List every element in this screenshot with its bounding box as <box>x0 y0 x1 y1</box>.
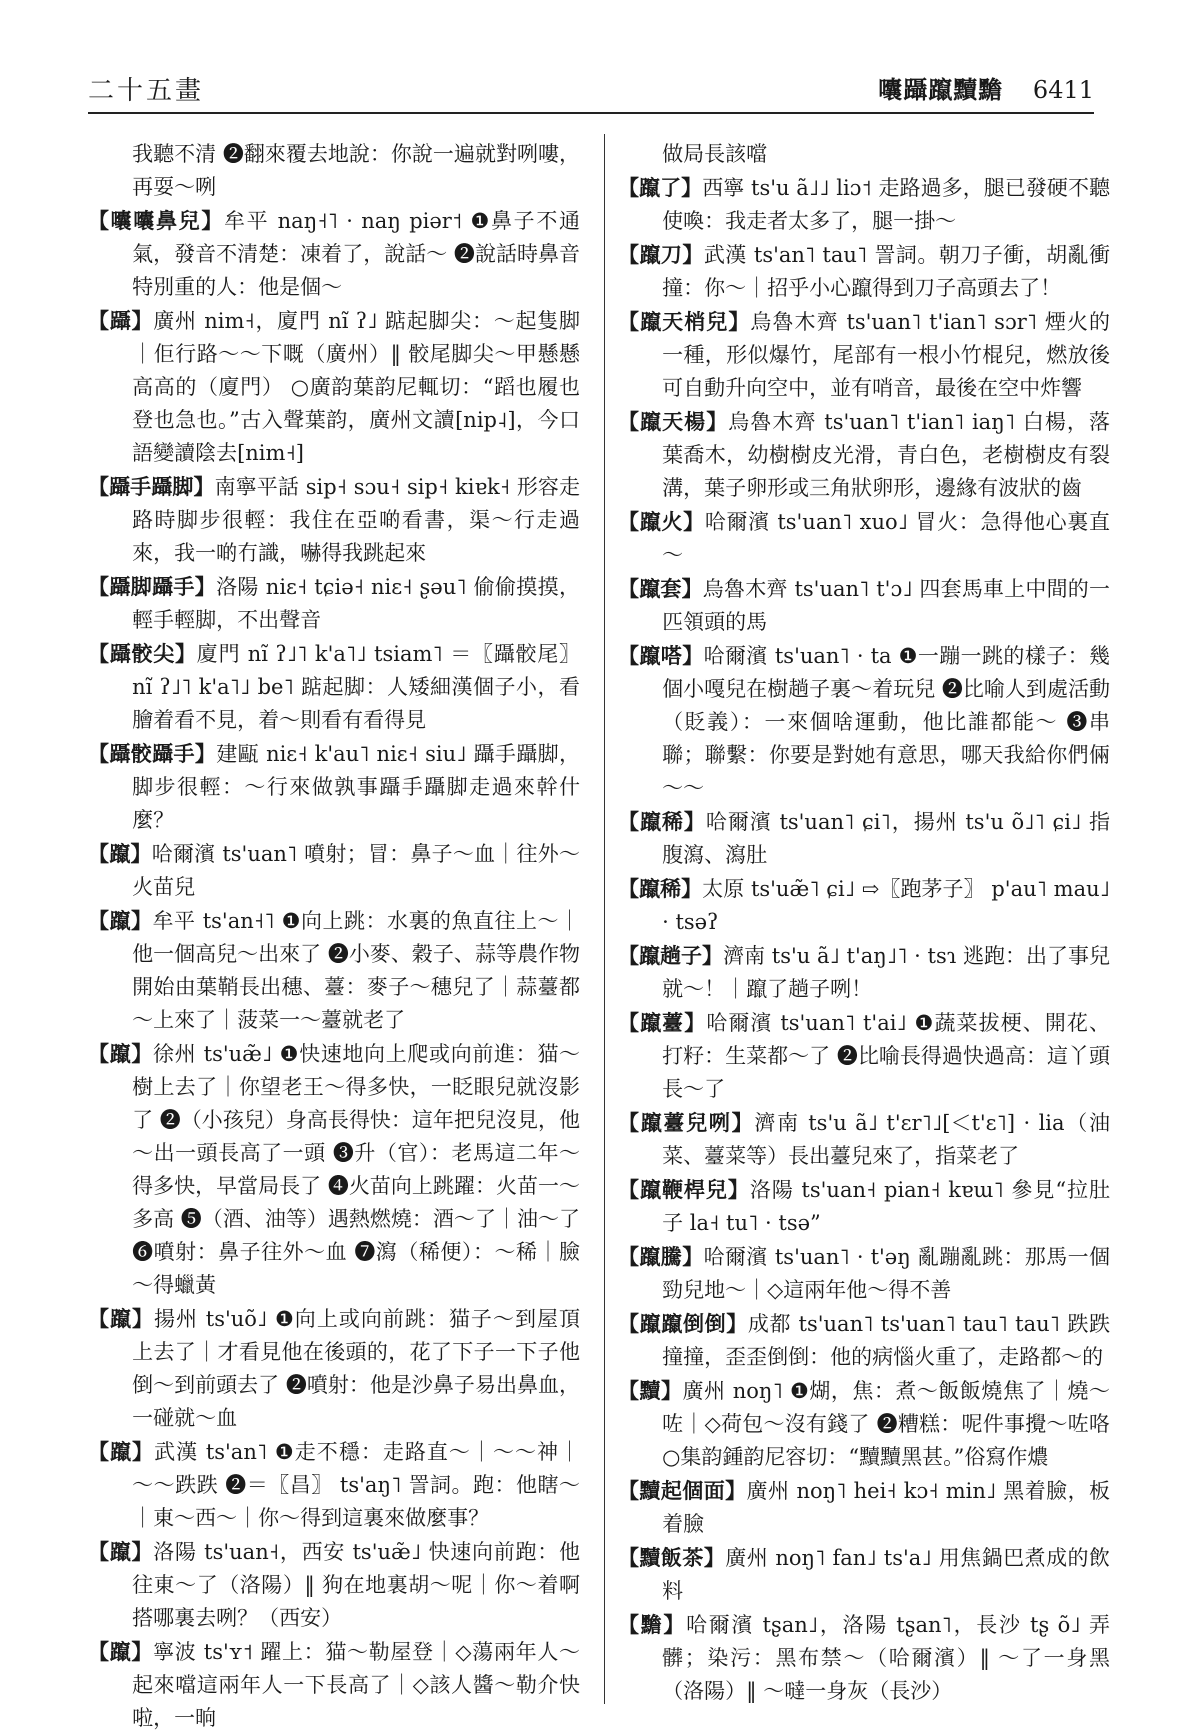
entry-headword: 【躡】 <box>88 308 154 333</box>
dictionary-entry <box>88 138 580 204</box>
entry-body: 揚州 ts'uõ˩ ❶向上或向前跳：猫子～到屋頂上去了｜才看見他在後頭的，花了下子一下子他倒～到前頭去了 ❷噴射：他是沙鼻子易出鼻血，一碰就～血 <box>132 1307 580 1430</box>
entry-body: 哈爾濱 ts'uan˥ · ta ❶一蹦一跳的樣子：幾個小嘎兒在樹趟子裏～着玩兒 ❷比喻人到處活動（貶義）：一來個啥運動，他比誰都能～ ❸串聯；聯繫：你要是對她有意思，哪天我給你們倆～～ <box>662 644 1111 800</box>
entry-headword: 【躥】 <box>88 908 153 933</box>
entry-headword: 【躥】 <box>88 1639 154 1664</box>
entry-headword: 【躥】 <box>88 1041 153 1066</box>
entry-body: 哈爾濱 ts'uan˥ · t'əŋ 亂蹦亂跳：那馬一個勁兒地～｜◇這兩年他～得不善 <box>662 1245 1110 1302</box>
entry-headword: 【躥嗒】 <box>618 643 704 668</box>
dictionary-entry <box>618 1307 1110 1374</box>
entry-body: 廣州 nim˧，廈門 nĩ ʔ˩ 踮起脚尖：～起隻脚｜佢行路～～下嘅（廣州）‖ 骹尾脚尖～甲懸懸高高的（廈門） ○廣韵葉韵尼輒切：“蹈也履也登也急也。”古入聲葉韵，廣州文讀[nip˨]，今口語變讀陰去[nim˧] <box>132 309 580 465</box>
entry-headword: 【黵】 <box>618 1612 687 1637</box>
entry-body: 成都 ts'uan˥ ts'uan˥ tau˥ tau˥ 跌跌撞撞，歪歪倒倒：他的病惱火重了，走路都～的 <box>662 1312 1110 1369</box>
header-rule <box>88 112 1094 114</box>
entry-body: 廣州 noŋ˥ hei˧ kɔ˧ min˩ 黑着臉，板着臉 <box>662 1479 1111 1536</box>
dictionary-entry <box>618 872 1110 939</box>
entry-body: 洛陽 ts'uan˧ pian˧ kɐɯ˥ 參見“拉肚子 la˧ tu˥ · tsə” <box>662 1178 1110 1235</box>
dictionary-entry <box>88 570 580 637</box>
entry-headword: 【躥】 <box>88 1306 155 1331</box>
entry-headword: 【黷起個面】 <box>618 1478 747 1503</box>
left-column <box>88 138 580 1735</box>
entry-headword: 【躥薹兒咧】 <box>618 1110 755 1135</box>
entry-headword: 【躥稀】 <box>618 809 706 834</box>
dictionary-entry <box>618 805 1110 872</box>
dictionary-entry <box>88 1435 580 1535</box>
dictionary-entry <box>618 138 1110 171</box>
entry-body: 南寧平話 sip˧ sɔu˧ sip˧ kiɐk˧ 形容走路時脚步很輕：我住在亞啲看書，渠～行走過來，我一啲冇識，嚇得我跳起來 <box>132 475 580 565</box>
entry-headword: 【躡手躡脚】 <box>88 474 215 499</box>
entry-headword: 【躥了】 <box>618 175 703 200</box>
dictionary-entry <box>618 1374 1110 1474</box>
entry-headword: 【黷】 <box>618 1378 683 1403</box>
entry-body: 牟平 naŋ˧˥ · naŋ piər˦ ❶鼻子不通氣，發音不清楚：凍着了，說話～ ❷說話時鼻音特別重的人：他是個～ <box>132 209 580 299</box>
entry-headword: 【躥薹】 <box>618 1010 707 1035</box>
dictionary-entry <box>618 1006 1110 1106</box>
entry-body: 西寧 ts'u ã˩˩ liɔ˦ 走路過多，腿已發硬不聽使喚：我走者太多了，腿一掛～ <box>662 176 1111 233</box>
entry-body: 哈爾濱 ts'uan˥ xuo˩ 冒火：急得他心裏直～ <box>662 510 1111 567</box>
dictionary-entry <box>618 1541 1110 1608</box>
running-headwords: 囔躡躥黷黵 <box>878 75 1004 104</box>
dictionary-entry <box>618 238 1110 305</box>
dictionary-entry <box>618 305 1110 405</box>
entry-headword: 【躥】 <box>88 1539 154 1564</box>
entry-headword: 【躥】 <box>88 841 152 866</box>
entry-headword: 【躥刀】 <box>618 242 704 267</box>
dictionary-entry <box>618 505 1110 572</box>
page-number: 6411 <box>1032 76 1094 104</box>
dictionary-entry <box>618 1474 1110 1541</box>
entry-headword: 【躥火】 <box>618 509 705 534</box>
entry-headword: 【黷飯茶】 <box>618 1545 726 1570</box>
section-title: 二十五畫 <box>88 76 205 106</box>
entry-headword: 【躥套】 <box>618 576 703 601</box>
entry-headword: 【躥天梢兒】 <box>618 309 751 334</box>
dictionary-entry <box>88 1535 580 1635</box>
dictionary-entry <box>618 639 1110 805</box>
dictionary-entry <box>88 1302 580 1435</box>
dictionary-entry <box>618 939 1110 1006</box>
entry-body: 哈爾濱 tʂan˩，洛陽 tʂan˥，長沙 tʂ õ˩ 弄髒；染污：黑布禁～（哈爾濱）‖ ～了一身黑（洛陽）‖ ～噠一身灰（長沙） <box>662 1613 1111 1703</box>
entry-body: 濟南 ts'u ã˩ t'ɛr˥˩[＜t'ɛ˥] · lia（油菜、薹菜等）長出薹兒來了，指菜老了 <box>662 1111 1110 1168</box>
entry-headword: 【囔囔鼻兒】 <box>88 208 224 233</box>
column-divider <box>604 134 605 1704</box>
entry-body: 濟南 ts'u ã˩ t'aŋ˩˥ · tsɿ 逃跑：出了事兒就～！｜躥了趟子咧！ <box>662 944 1111 1001</box>
dictionary-entry <box>618 1173 1110 1240</box>
entry-body: 洛陽 niɛ˧ tɕiə˧ niɛ˧ ʂəu˥ 偷偷摸摸，輕手輕脚，不出聲音 <box>132 575 580 632</box>
dictionary-entry <box>618 1240 1110 1307</box>
dictionary-entry <box>88 1037 580 1302</box>
entry-body: 烏魯木齊 ts'uan˥ t'ian˥ sɔr˥ 煙火的一種，形似爆竹，尾部有一根小竹棍兒，燃放後可自動升向空中，並有哨音，最後在空中炸響 <box>662 310 1110 400</box>
entry-body: 建甌 niɛ˧ k'au˥ niɛ˧ siu˩ 躡手躡脚，脚步很輕：～行來做孰事躡手躡脚走過來幹什麼？ <box>132 742 581 832</box>
entry-body: 武漢 ts'an˥ tau˥ 詈詞。朝刀子衝，胡亂衝撞：你～｜招乎小心躥得到刀子高頭去了！ <box>662 243 1110 300</box>
dictionary-entry <box>618 1106 1110 1173</box>
entry-body: 牟平 ts'an˧˥ ❶向上跳：水裏的魚直往上～｜他一個高兒～出來了 ❷小麥、穀子、蒜等農作物開始由葉鞘長出穗、薹：麥子～穗兒了｜蒜薹都～上來了｜菠菜一～薹就老了 <box>132 909 580 1032</box>
dictionary-entry <box>88 837 580 904</box>
entry-body: 太原 ts'uæ̃˥ ɕi˩ ⇨〖跑茅子〗 p'au˥ mau˩ · tsəʔ <box>662 877 1110 934</box>
entry-body: 我聽不清 ❷翻來覆去地說：你說一遍就對咧嘍，再耍～咧 <box>132 142 580 199</box>
dictionary-entry <box>618 171 1110 238</box>
entry-headword: 【躥躥倒倒】 <box>618 1311 748 1336</box>
entry-body: 武漢 ts'an˥ ❶走不穩：走路直～｜～～神｜～～跌跌 ❷＝〖昌〗 ts'aŋ˥ 詈詞。跑：他瞎～｜東～西～｜你～得到這裏來做麼事？ <box>132 1440 581 1530</box>
dictionary-entry <box>88 637 580 737</box>
entry-body: 哈爾濱 ts'uan˥ ɕi˥，揚州 ts'u õ˩˥ ɕi˩ 指腹瀉、瀉肚 <box>662 810 1111 867</box>
entry-body: 洛陽 ts'uan˧，西安 ts'uæ̃˩ 快速向前跑：他往東～了（洛陽）‖ 狗在地裏胡～呢｜你～着啊搭哪裏去咧？（西安） <box>132 1540 580 1630</box>
entry-body: 烏魯木齊 ts'uan˥ t'ian˥ iaŋ˥ 白楊，落葉喬木，幼樹樹皮光滑，青白色，老樹樹皮有裂溝，葉子卵形或三角狀卵形，邊緣有波狀的齒 <box>662 410 1110 500</box>
entry-body: 哈爾濱 ts'uan˥ 噴射；冒：鼻子～血｜往外～火苗兒 <box>132 842 581 899</box>
dictionary-entry <box>618 405 1110 505</box>
entry-headword: 【躥騰】 <box>618 1244 704 1269</box>
entry-body: 寧波 ts'ʏ˦ 躍上：猫～勒屋登｜◇蕩兩年人～起來噹這兩年人一下長高了｜◇該人醬～勒介快啦，一晌 <box>132 1640 581 1730</box>
entry-headword: 【躥天楊】 <box>618 409 729 434</box>
entry-headword: 【躡脚躡手】 <box>88 574 217 599</box>
entry-headword: 【躥】 <box>88 1439 155 1464</box>
entry-body: 廣州 noŋ˥ ❶煳，焦：煮～飯飯燒焦了｜燒～咗｜◇荷包～沒有錢了 ❷糟糕：呢件事攪～咗咯 ○集韵鍾韵尼容切：“黷黷黑甚。”俗寫作燶 <box>662 1379 1110 1469</box>
dictionary-entry <box>88 904 580 1037</box>
entry-body: 做局長該噹 <box>662 142 768 166</box>
dictionary-entry <box>88 304 580 470</box>
entry-body: 廈門 nĩ ʔ˩˥ k'a˥˩ tsiam˥ ＝〖躡骹尾〗 nĩ ʔ˩˥ k'a˥˩ be˥ 踮起脚：人矮細漢個子小，看膾着看不見，着～則看有看得見 <box>132 642 580 732</box>
entry-headword: 【躥稀】 <box>618 876 703 901</box>
dictionary-entry <box>618 572 1110 639</box>
entry-headword: 【躥趟子】 <box>618 943 724 968</box>
entry-body: 徐州 ts'uæ̃˩ ❶快速地向上爬或向前進：猫～樹上去了｜你望老王～得多快，一眨眼兒就沒影了 ❷（小孩兒）身高長得快：這年把兒沒見，他～出一頭長高了一頭 ❸升（官）：老馬這二年～得多快，早當局長了 ❹火苗向上跳躍：火苗一～多高 ❺（酒、油等）遇熱燃燒：酒～了｜油～了 ❻噴射：鼻子往外～血 ❼瀉（稀便）：～稀｜臉～得蠟黃 <box>132 1042 580 1297</box>
entry-body: 哈爾濱 ts'uan˥ t'ai˩ ❶蔬菜拔梗、開花、打籽：生菜都～了 ❷比喻長得過快過高：這丫頭長～了 <box>662 1011 1111 1101</box>
dictionary-entry <box>88 470 580 570</box>
dictionary-entry <box>618 1608 1110 1708</box>
right-column <box>618 138 1110 1708</box>
dictionary-entry <box>88 737 580 837</box>
entry-body: 烏魯木齊 ts'uan˥ t'ɔ˩ 四套馬車上中間的一匹領頭的馬 <box>662 577 1111 634</box>
entry-headword: 【躡骹躡手】 <box>88 741 217 766</box>
dictionary-entry <box>88 204 580 304</box>
entry-body: 廣州 noŋ˥ fan˩ ts'a˩ 用焦鍋巴煮成的飲料 <box>662 1546 1110 1603</box>
dictionary-entry <box>88 1635 580 1735</box>
header-right <box>878 70 1094 105</box>
entry-headword: 【躡骹尖】 <box>88 641 197 666</box>
entry-headword: 【躥鞭桿兒】 <box>618 1177 750 1202</box>
page-header <box>88 70 1094 114</box>
